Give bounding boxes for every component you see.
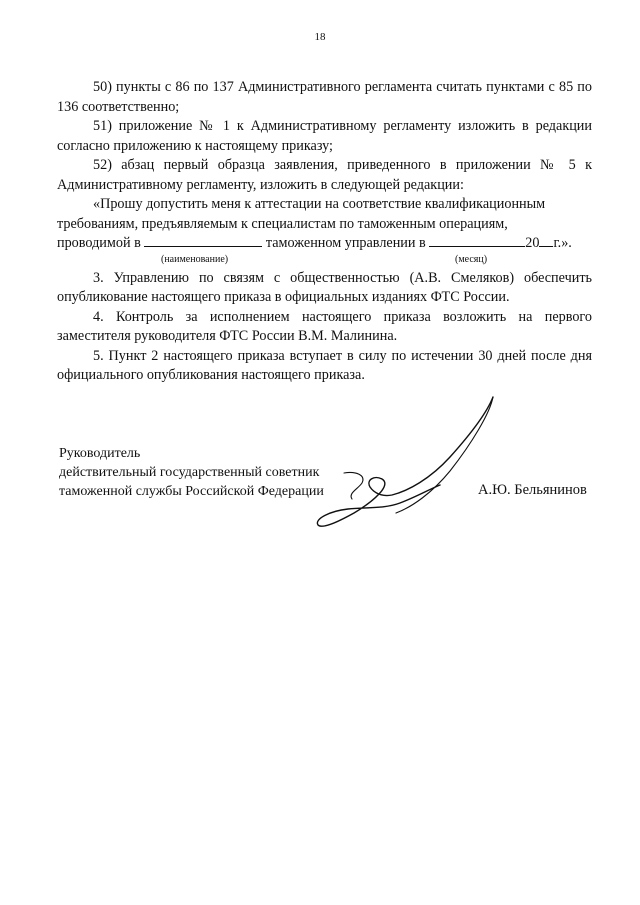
name-blank — [144, 234, 262, 247]
point-4: 4. Контроль за исполнением настоящего приказа возложить на первого заместителя руководителя ФТС России В.М. Малинина. — [57, 308, 592, 344]
quote-line-2: требованиям, предъявляемым к специалистам по таможенным операциям, — [57, 215, 508, 232]
quote-line-1: «Прошу допустить меня к аттестации на соответствие квалификационным — [93, 196, 546, 212]
quote-line-3-middle: таможенном управлении в — [265, 235, 426, 251]
point-3: 3. Управлению по связям с общественностью (А.В. Смеляков) обеспечить опубликование настоящего приказа в официальных изданиях ФТС России. — [57, 269, 592, 305]
sublabel-name: (наименование) — [161, 253, 229, 265]
blank-sublabels — [57, 254, 592, 269]
quote-line-3-end: г.». — [553, 235, 572, 251]
signatory-title-line-1: Руководитель — [59, 446, 141, 461]
quote-line-3-start: проводимой в — [57, 235, 141, 251]
year-blank — [539, 234, 553, 247]
item-50: 50) пункты с 86 по 137 Административного регламента считать пунктами с 85 по 136 соответственно; — [57, 79, 592, 115]
month-blank — [429, 234, 525, 247]
item-52: 52) абзац первый образца заявления, приведенного в приложении № 5 к Административному регламенту, изложить в следующей редакции: — [57, 157, 592, 193]
item-51: 51) приложение № 1 к Административному регламенту изложить в редакции согласно приложению к настоящему приказу; — [57, 118, 592, 154]
handwritten-signature — [300, 385, 510, 550]
document-body — [57, 78, 592, 386]
signatory-title-line-3: таможенной службы Российской Федерации — [59, 484, 324, 499]
signatory-title-line-2: действительный государственный советник — [59, 465, 320, 480]
signer-name: А.Ю. Бельянинов — [478, 482, 587, 498]
quote-year: 20 — [525, 235, 540, 251]
quote-line-3 — [57, 234, 592, 254]
sublabel-month: (месяц) — [455, 253, 488, 265]
point-5: 5. Пункт 2 настоящего приказа вступает в силу по истечении 30 дней после дня официального опубликования настоящего приказа. — [57, 347, 592, 383]
signatory-title — [59, 444, 324, 501]
page-number: 18 — [314, 31, 326, 43]
